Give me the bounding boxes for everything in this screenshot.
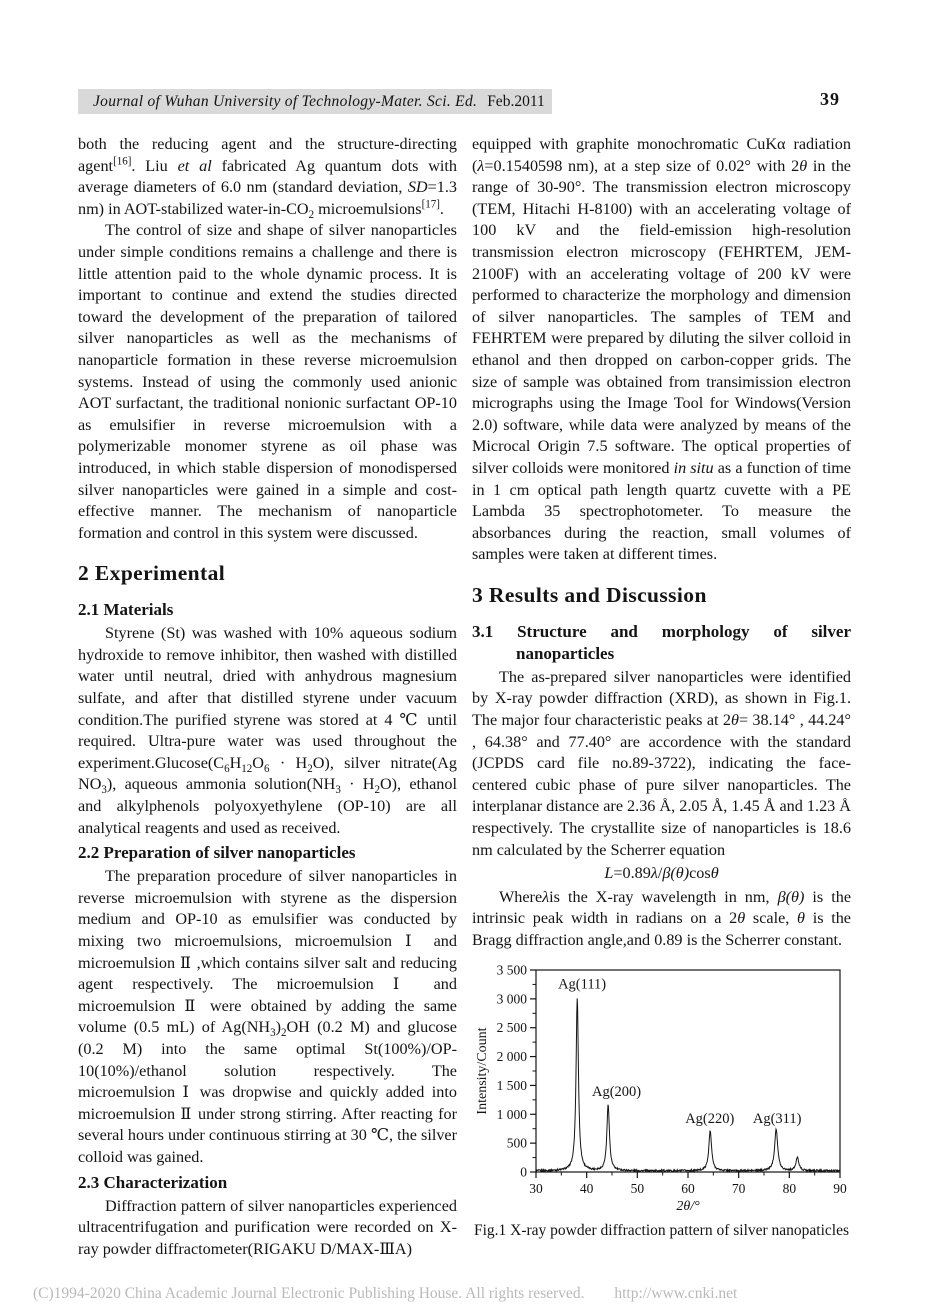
paragraph: The as-prepared silver nanoparticles were identified by X-ray powder diffraction (XRD), as shown in Fig.1. The major four characteristic peaks at 2θ= 38.14° , 44.24° , 64.38° and 77.40° are accordence with the standard (JCPDS card file no.89-3722), indicating the face-centered cubic phase of pure silver nanoparticles. The interplanar distance are 2.36 Å, 2.05 Å, 1.45 Å and 1.23 Å respectively. The crystallite size of nanoparticles is 18.6 nm calculated by the Scherrer equation <box>472 667 851 859</box>
subsection-heading-materials: 2.1 Materials <box>78 600 174 620</box>
journal-title: Journal of Wuhan University of Technology-Mater. Sci. Ed. <box>93 92 478 110</box>
figure-caption: Fig.1 X-ray powder diffraction pattern of silver nanopaticles <box>473 1221 850 1239</box>
svg-text:Ag(200): Ag(200) <box>591 1083 642 1100</box>
paragraph: The control of size and shape of silver nanoparticles under simple conditions remains a challenge and there is little attention paid to the whole dynamic process. It is important to continue and extend the studies directed toward the development of the preparation of tailored silver nanoparticles as well as the mechanisms of nanoparticle formation in these reverse microemulsion systems. Instead of using the commonly used anionic AOT surfactant, the traditional nonionic surfactant OP-10 as emulsifier in reverse microemulsion with a polymerizable monomer styrene as oil phase was introduced, in which stable dispersion of monodispersed silver nanoparticles were gained in a simple and cost-effective manner. The mechanism of nanoparticle formation and control in this system were discussed. <box>78 221 457 542</box>
svg-text:30: 30 <box>529 1180 543 1196</box>
svg-text:Ag(311): Ag(311) <box>752 1110 802 1127</box>
svg-text:1 500: 1 500 <box>496 1077 527 1093</box>
svg-text:Intensity/Count: Intensity/Count <box>475 1027 490 1115</box>
paragraph: The preparation procedure of silver nanoparticles in reverse microemulsion with styrene as the dispersion medium and OP-10 as emulsifier was conducted by mixing two microemulsions, microemulsion Ⅰ and microemulsion Ⅱ ,which contains silver salt and reducing agent respectively. The microemulsion Ⅰ and microemulsion Ⅱ were obtained by adding the same volume (0.5 mL) of $Ag(NH_3)_2OH$ (0.2 M) and glucose (0.2 M) into the same optimal St(100%)/OP-10(10%)/ethanol solution respectively. The microemulsion Ⅰ was dropwise and quickly added into microemulsion Ⅱ under strong stirring. After reacting for several hours under continuous stirring at 30 ℃, the silver colloid was gained. <box>78 867 457 1166</box>
svg-text:2 000: 2 000 <box>496 1048 527 1064</box>
right-column <box>472 134 851 1241</box>
paragraph: equipped with graphite monochromatic CuKα radiation (λ=0.1540598 nm), at a step size of 0.02° with 2θ in the range of 30-90°. The transmission electron microscopy (TEM, Hitachi H-8100) with an accelerating voltage of 100 kV and the field-emission high-resolution transmission electron microscopy (FEHRTEM, JEM-2100F) with an accelerating voltage of 200 kV were performed to characterize the morphology and dimension of silver nanoparticles. The samples of TEM and FEHRTEM were prepared by diluting the silver colloid in ethanol and then dropped on carbon-copper grids. The size of sample was obtained from transimission electron micrographs using the Image Tool for Windows(Version 2.0) software, while data were analyzed by means of the Microcal Origin 7.5 software. The optical properties of silver colloids were monitored in situ as a function of time in 1 cm optical path length quartz cuvette with a PE Lambda 35 spectrophotometer. To measure the absorbances during the reaction, small volumes of samples were taken at different times. <box>472 135 851 564</box>
svg-text:Ag(220): Ag(220) <box>685 1110 735 1127</box>
copyright-footer <box>33 1285 737 1303</box>
xrd-chart <box>472 960 852 1218</box>
section-heading-experimental: 2 Experimental <box>78 561 226 586</box>
journal-header-bar <box>78 89 552 114</box>
svg-text:50: 50 <box>630 1180 645 1196</box>
paragraph: Diffraction pattern of silver nanoparticles experienced ultracentrifugation and purification were recorded on X-ray powder diffractometer(RIGAKU D/MAX-ⅢA) <box>78 1196 457 1258</box>
figure-1 <box>472 960 851 1241</box>
svg-text:2θ/°: 2θ/° <box>676 1198 700 1214</box>
svg-text:3 000: 3 000 <box>496 990 527 1006</box>
svg-text:80: 80 <box>782 1180 797 1196</box>
scherrer-equation: L=0.89λ/β(θ)cosθ <box>604 864 719 883</box>
svg-text:1 000: 1 000 <box>496 1106 527 1122</box>
svg-text:60: 60 <box>681 1180 695 1196</box>
paragraph: Whereλis the X-ray wavelength in nm, β(θ) is the intrinsic peak width in radians on a 2θ scale, θ is the Bragg diffraction angle,and 0.89 is the Scherrer constant. <box>472 887 851 949</box>
paragraph: both the reducing agent and the structure-directing agent[16]. Liu et al fabricated Ag quantum dots with average diameters of 6.0 nm (standard deviation, SD=1.3 nm) in AOT-stabilized water-$in-CO_2$ microemulsions[17]. <box>78 135 457 222</box>
svg-text:500: 500 <box>506 1135 527 1151</box>
subsection-heading-structure: 3.1 Structure and morphology of silver nanoparticles <box>472 621 851 663</box>
cnki-url: http://www.cnki.net <box>614 1285 738 1302</box>
svg-text:0: 0 <box>520 1164 527 1180</box>
svg-text:70: 70 <box>731 1180 746 1196</box>
svg-text:90: 90 <box>833 1180 847 1196</box>
svg-text:40: 40 <box>579 1180 594 1196</box>
subsection-heading-preparation: 2.2 Preparation of silver nanoparticles <box>78 843 356 863</box>
subsection-heading-characterization: 2.3 Characterization <box>78 1172 228 1192</box>
left-column <box>78 134 457 1260</box>
svg-text:Ag(111): Ag(111) <box>558 976 607 993</box>
page-number: 39 <box>820 89 840 109</box>
copyright-text: (C)1994-2020 China Academic Journal Electronic Publishing House. All rights reserved. <box>33 1285 585 1302</box>
svg-text:2 500: 2 500 <box>496 1019 527 1035</box>
section-heading-results: 3 Results and Discussion <box>472 582 707 607</box>
paragraph: Styrene (St) was washed with 10% aqueous sodium hydroxide to remove inhibitor, then washed with distilled water until neutral, dried with anhydrous magnesium sulfate, and after that distilled styrene under vacuum condition.The purified styrene was stored at 4 ℃ until required. Ultra-pure water was used throughout the $experiment.Glucose(C_6H_{12}O_6 \cdot H_2O)$, silver nitrate(Ag $NO_3$), aqueous ammonia $solution(NH_3 \cdot H_2O)$, ethanol and alkylphenols polyoxyethylene (OP-10) are all analytical reagents and used as received. <box>78 624 457 837</box>
svg-text:3 500: 3 500 <box>496 962 527 978</box>
issue-date: Feb.2011 <box>487 92 545 110</box>
